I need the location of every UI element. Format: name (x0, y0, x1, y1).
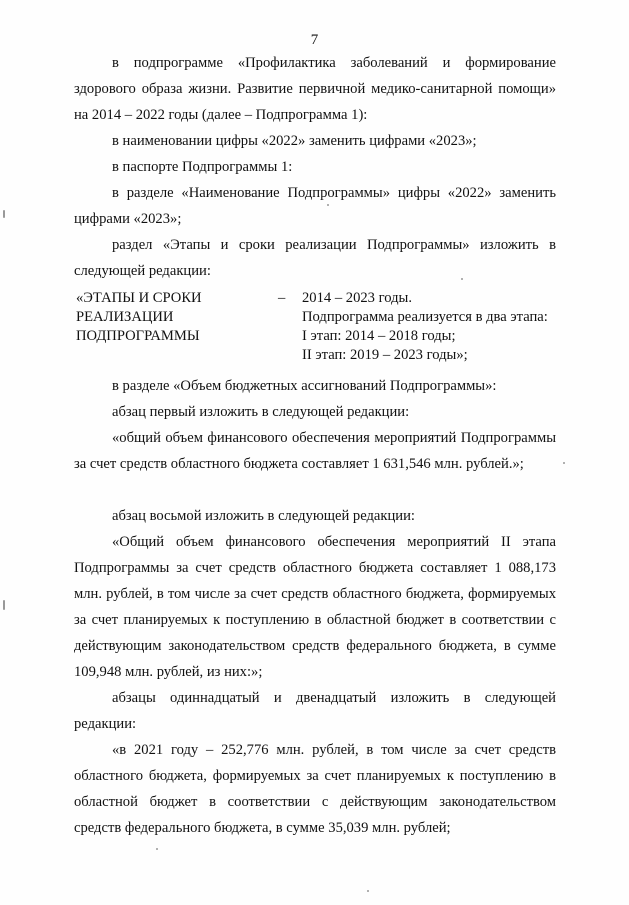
scan-speck (367, 890, 369, 892)
stages-label-line: РЕАЛИЗАЦИИ (76, 309, 174, 325)
stages-table-label (76, 289, 276, 346)
paragraph-section-name: в разделе «Наименование Подпрограммы» цифры «2022» заменить цифрами «2023»; (74, 185, 556, 227)
stages-value-line: I этап: 2014 – 2018 годы; (302, 328, 456, 344)
paragraph-2021-funding: «в 2021 году – 252,776 млн. рублей, в том числе за счет средств областного бюджета, формируемых за счет планируемых к поступлению в областной бюджет в соответствии с действующим законодательством средств федерального бюджета, в сумме 35,039 млн. рублей; (74, 742, 556, 836)
paragraph-budget-section: в разделе «Объем бюджетных ассигнований Подпрограммы»: (112, 378, 497, 394)
paragraph-passport: в паспорте Подпрограммы 1: (112, 159, 293, 175)
scan-speck (461, 278, 463, 280)
paragraph-subprogram-intro: в подпрограмме «Профилактика заболеваний и формирование здорового образа жизни. Развитие первичной медико-санитарной помощи» на 2014 – 2022 годы (далее – Подпрограмма 1): (74, 55, 556, 123)
paragraph-first-abzac: абзац первый изложить в следующей редакции: (112, 404, 410, 420)
stages-label-line: «ЭТАПЫ И СРОКИ (76, 290, 202, 306)
scan-speck (3, 600, 5, 610)
stages-value-line: Подпрограмма реализуется в два этапа: (302, 309, 548, 325)
paragraph-eleventh-twelfth: абзацы одиннадцатый и двенадцатый изложить в следующей редакции: (74, 690, 556, 732)
page-number: 7 (310, 32, 319, 48)
scan-speck (327, 204, 329, 206)
stages-value-line: – 2014 – 2023 годы. (278, 290, 412, 306)
table-dash: – (278, 290, 286, 306)
paragraph-total-funding: «общий объем финансового обеспечения мероприятий Подпрограммы за счет средств областного бюджета составляет 1 631,546 млн. рублей.»; (74, 430, 556, 472)
scan-speck (3, 210, 5, 218)
scan-speck (563, 462, 565, 464)
paragraph-stages-section: раздел «Этапы и сроки реализации Подпрограммы» изложить в следующей редакции: (74, 237, 556, 279)
stages-value-line: II этап: 2019 – 2023 годы»; (302, 347, 468, 363)
stages-label-line: ПОДПРОГРАММЫ (76, 328, 200, 344)
scan-speck (156, 848, 158, 850)
paragraph-stage2-funding: «Общий объем финансового обеспечения мероприятий II этапа Подпрограммы за счет средств областного бюджета составляет 1 088,173 млн. рублей, в том числе за счет средств областного бюджета, формируемых за счет планируемых к поступлению в областной бюджет в соответствии с действующим законодательством средств федерального бюджета, в сумме 109,948 млн. рублей, из них:»; (74, 534, 556, 680)
paragraph-name-change: в наименовании цифры «2022» заменить цифрами «2023»; (112, 133, 477, 149)
stages-table-value (278, 289, 568, 365)
paragraph-eighth-abzac: абзац восьмой изложить в следующей редакции: (112, 508, 415, 524)
